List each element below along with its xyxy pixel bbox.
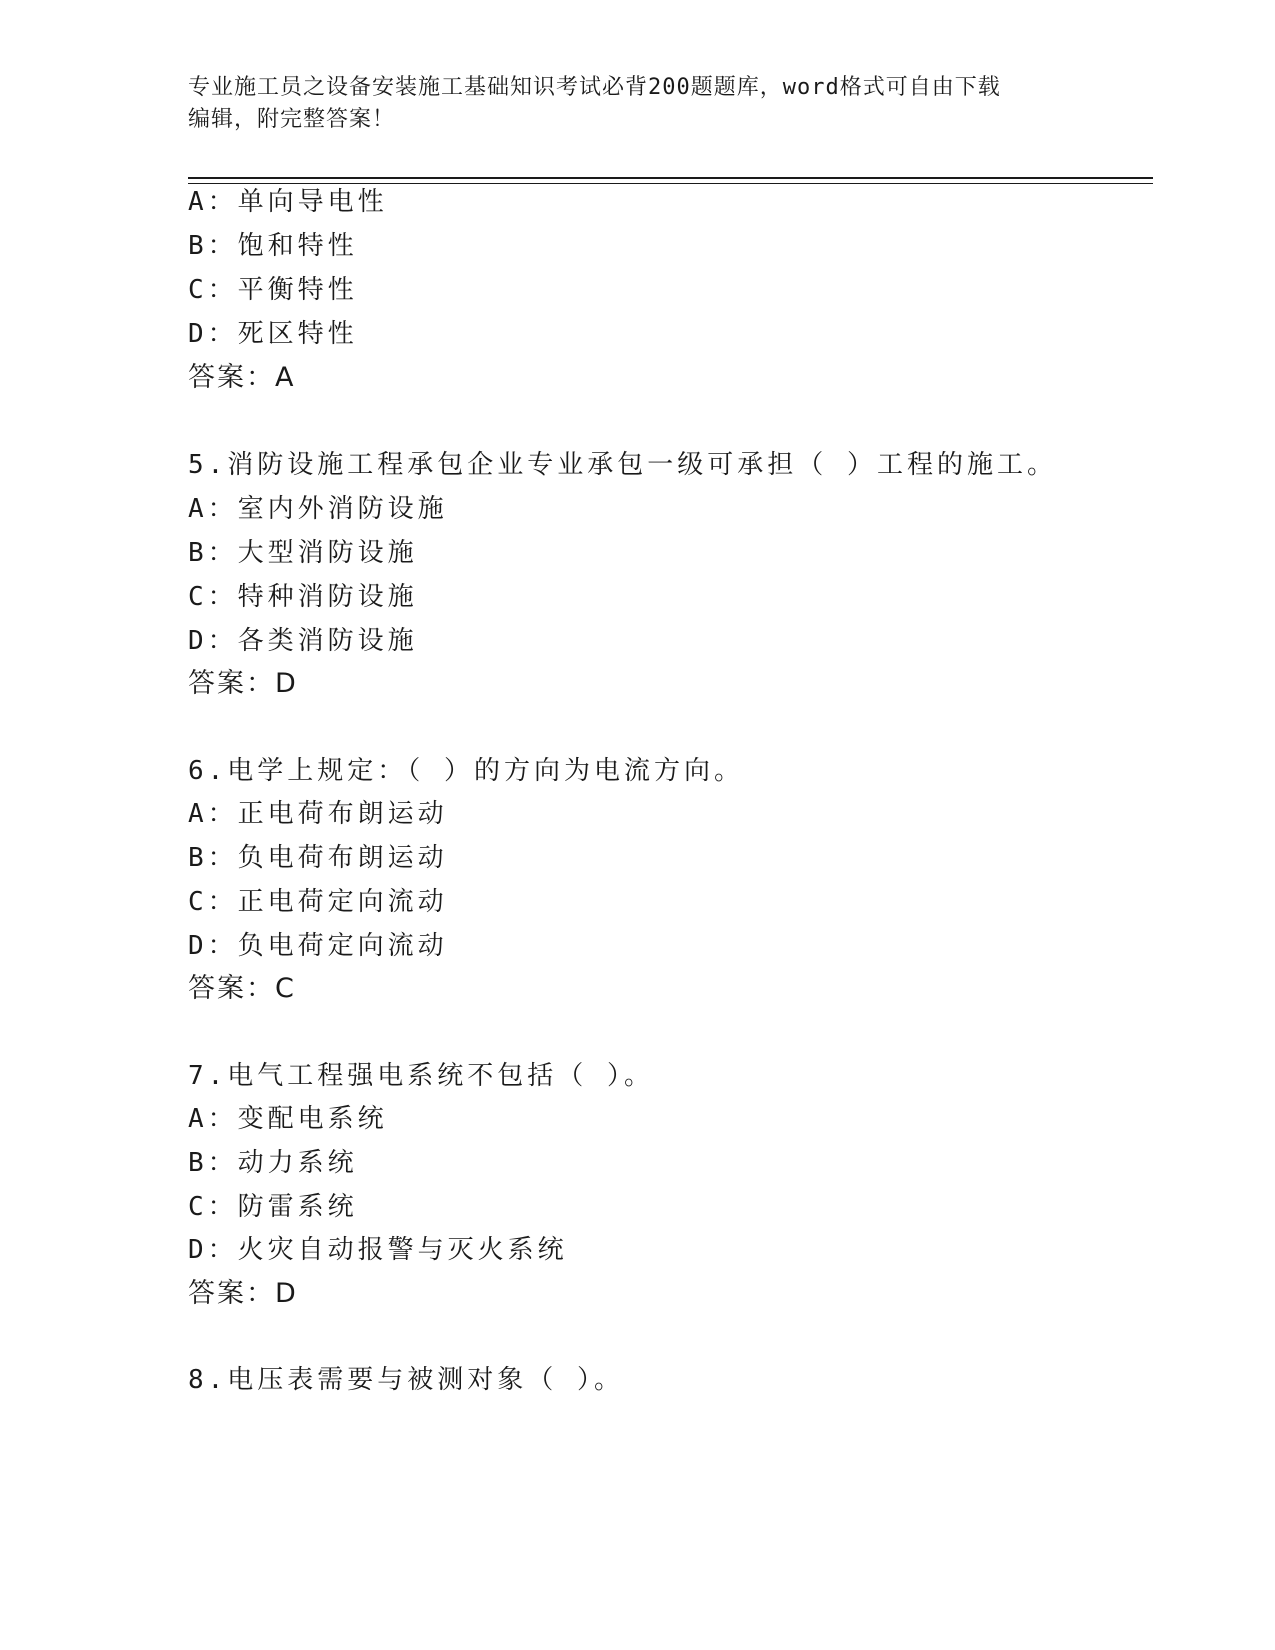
- q5-option-c: C：特种消防设施: [188, 582, 418, 612]
- q5-question: 5.消防设施工程承包企业专业承包一级可承担（ ）工程的施工。: [188, 450, 1057, 480]
- q6-option-d: D：负电荷定向流动: [188, 931, 448, 961]
- q4-option-d: D：死区特性: [188, 319, 358, 349]
- header-divider: [188, 177, 1153, 179]
- q7-option-a: A：变配电系统: [188, 1104, 388, 1134]
- q6-option-c: C：正电荷定向流动: [188, 887, 448, 917]
- document-header: [188, 72, 1088, 136]
- q5-option-b: B：大型消防设施: [188, 538, 418, 568]
- header-divider-thin: [188, 183, 1153, 184]
- q7-option-d: D：火灾自动报警与灭火系统: [188, 1235, 568, 1265]
- q6-option-a: A：正电荷布朗运动: [188, 799, 448, 829]
- q7-answer: 答案：D: [188, 1278, 298, 1309]
- q7-option-c: C：防雷系统: [188, 1192, 358, 1222]
- q6-option-b: B：负电荷布朗运动: [188, 843, 448, 873]
- header-line-1: 专业施工员之设备安装施工基础知识考试必背200题题库，word格式可自由下载: [188, 75, 1001, 100]
- q4-option-a: A：单向导电性: [188, 187, 388, 217]
- q7-option-b: B：动力系统: [188, 1148, 358, 1178]
- q8-question: 8.电压表需要与被测对象（ ）。: [188, 1365, 624, 1395]
- q5-answer: 答案：D: [188, 668, 298, 699]
- q4-answer: 答案：A: [188, 362, 296, 393]
- q4-option-c: C：平衡特性: [188, 275, 358, 305]
- q4-option-b: B：饱和特性: [188, 231, 358, 261]
- q6-question: 6.电学上规定：（ ）的方向为电流方向。: [188, 756, 744, 786]
- q5-option-a: A：室内外消防设施: [188, 494, 448, 524]
- q6-answer: 答案：C: [188, 973, 296, 1004]
- header-line-2: 编辑，附完整答案！: [188, 107, 396, 132]
- q7-question: 7.电气工程强电系统不包括（ ）。: [188, 1061, 654, 1091]
- q5-option-d: D：各类消防设施: [188, 626, 418, 656]
